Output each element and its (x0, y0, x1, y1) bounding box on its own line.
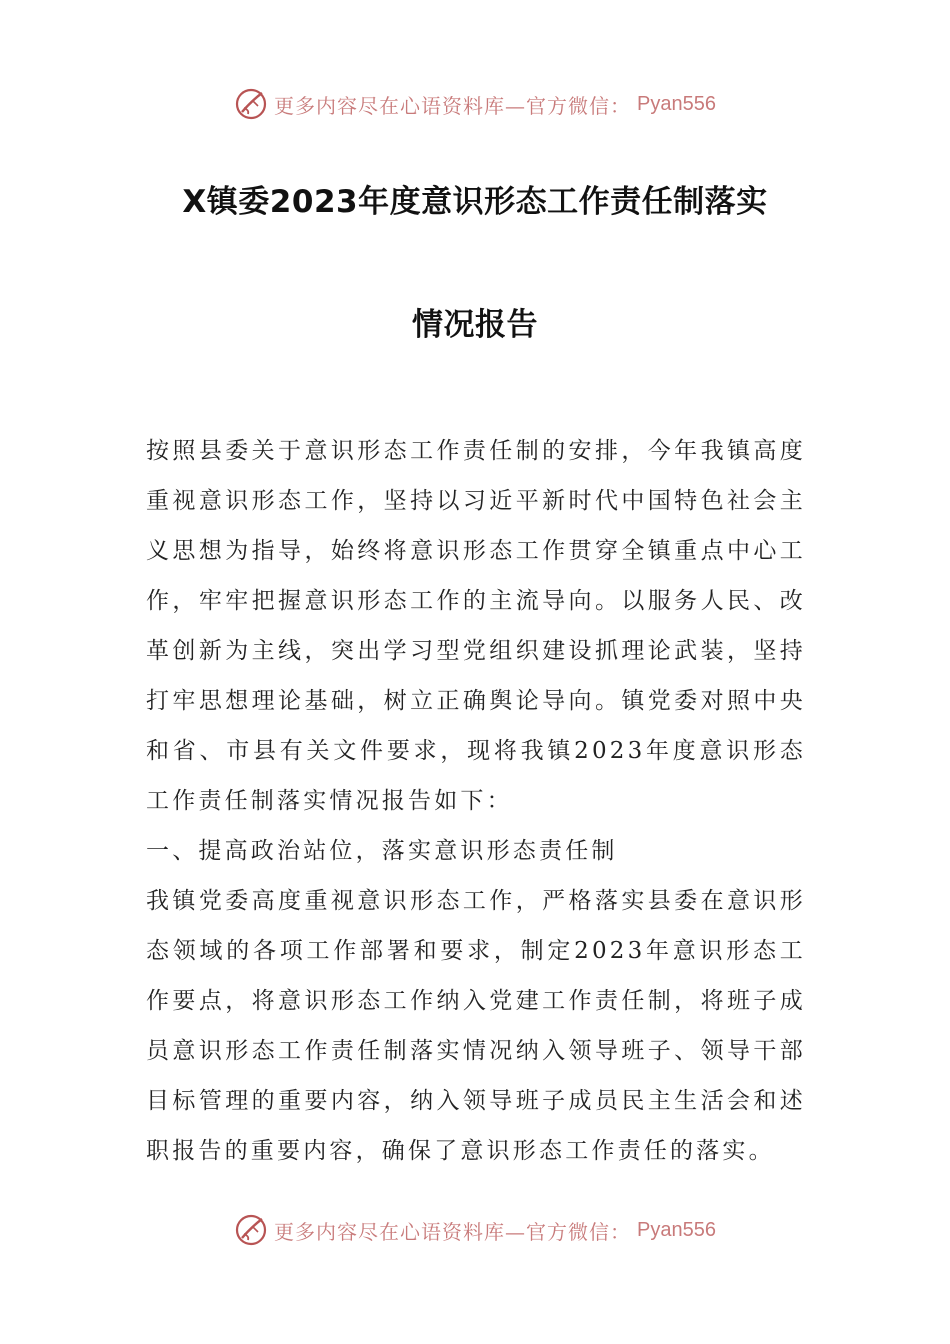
intro-paragraph: 按照县委关于意识形态工作责任制的安排，今年我镇高度重视意识形态工作，坚持以习近平新时代中国特色社会主义思想为指导，始终将意识形态工作贯穿全镇重点中心工作，牢牢把握意识形态工作的主流导向。以服务人民、改革创新为主线，突出学习型党组织建设抓理论武装，坚持打牢思想理论基础，树立正确舆论导向。镇党委对照中央和省、市县有关文件要求，现将我镇2023年度意识形态工作责任制落实情况报告如下： (146, 438, 806, 814)
watermark-handle: Pyan556 (637, 92, 716, 115)
document-title-line-1: X镇委2023年度意识形态工作责任制落实 (182, 184, 768, 220)
pen-logo-icon (234, 1213, 268, 1247)
document-body (146, 426, 806, 1176)
document-title-line-2: 情况报告 (412, 307, 538, 343)
watermark-text: 更多内容尽在心语资料库—官方微信： (274, 93, 632, 118)
watermark-handle: Pyan556 (637, 1218, 716, 1241)
section-paragraph: 我镇党委高度重视意识形态工作，严格落实县委在意识形态领域的各项工作部署和要求，制定2023年意识形态工作要点，将意识形态工作纳入党建工作责任制，将班子成员意识形态工作责任制落实情况纳入领导班子、领导干部目标管理的重要内容，纳入领导班子成员民主生活会和述职报告的重要内容，确保了意识形态工作责任的落实。 (146, 888, 806, 1164)
footer-watermark (0, 1210, 950, 1250)
section-heading: 一、提高政治站位，落实意识形态责任制 (146, 838, 618, 864)
header-watermark (0, 84, 950, 124)
watermark-text: 更多内容尽在心语资料库—官方微信： (274, 1219, 632, 1244)
pen-logo-icon (234, 87, 268, 121)
